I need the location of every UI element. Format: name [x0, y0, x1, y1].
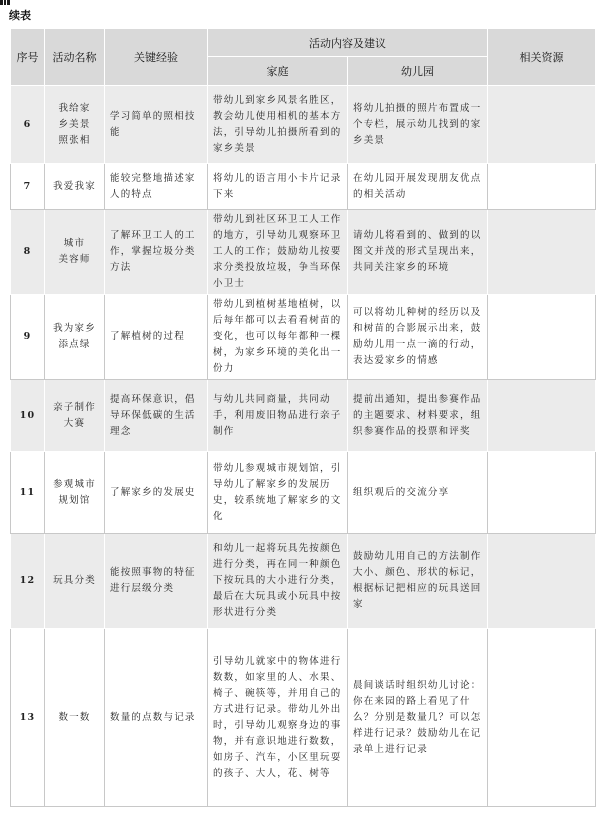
cell-num: 6 — [11, 86, 45, 164]
activity-name-line: 玩具分类 — [53, 575, 96, 586]
table-row — [11, 164, 596, 210]
cell-home: 将幼儿的语言用小卡片记录下来 — [208, 164, 348, 210]
cell-kindergarten: 晨间谈话时组织幼儿讨论：你在来园的路上看见了什么？分别是数量几？可以怎样进行记录？鼓励幼儿在记录单上进行记录 — [348, 629, 488, 807]
header-kinder: 幼儿园 — [348, 57, 488, 86]
cell-home: 和幼儿一起将玩具先按颜色进行分类，再在同一种颜色下按玩具的大小进行分类，最后在大玩具或小玩具中按形状进行分类 — [208, 534, 348, 629]
cell-kindergarten: 请幼儿将看到的、做到的以图文并茂的形式呈现出来，共同关注家乡的环境 — [348, 210, 488, 295]
cell-num: 12 — [11, 534, 45, 629]
cell-key-experience: 能按照事物的特征进行层级分类 — [105, 534, 208, 629]
header-num: 序号 — [11, 29, 45, 86]
header-content: 活动内容及建议 — [208, 29, 488, 57]
cell-home: 带幼儿参观城市规划馆，引导幼儿了解家乡的发展历史，较系统地了解家乡的文化 — [208, 452, 348, 534]
activity-name-line: 添点绿 — [58, 339, 91, 350]
header-key: 关键经验 — [105, 29, 208, 86]
cell-home: 带幼儿到社区环卫工人工作的地方，引导幼儿观察环卫工人的工作；鼓励幼儿按要求分类投放垃圾，争当环保小卫士 — [208, 210, 348, 295]
cell-key-experience: 了解家乡的发展史 — [105, 452, 208, 534]
activity-name-line: 规划馆 — [58, 494, 91, 506]
header-name: 活动名称 — [45, 29, 105, 86]
cell-activity-name — [45, 380, 105, 452]
cell-key-experience: 了解环卫工人的工作，掌握垃圾分类方法 — [105, 210, 208, 295]
page-corner-mark — [0, 0, 10, 6]
cell-kindergarten: 鼓励幼儿用自己的方法制作大小、颜色、形状的标记，根据标记把相应的玩具送回家 — [348, 534, 488, 629]
activity-name-line: 数一数 — [58, 711, 91, 723]
activity-name-line: 亲子制作 — [53, 401, 96, 413]
activity-name-line: 我为家乡 — [53, 323, 96, 334]
activity-name-line: 城市 — [63, 238, 86, 249]
activity-name-line: 参观城市 — [53, 478, 96, 490]
cell-num: 8 — [11, 210, 45, 295]
cell-activity-name — [45, 86, 105, 164]
cell-activity-name — [45, 534, 105, 629]
cell-num: 11 — [11, 452, 45, 534]
activity-name-line: 我爱我家 — [53, 180, 96, 192]
activity-name-line: 美容师 — [58, 254, 91, 265]
cell-kindergarten: 组织观后的交流分享 — [348, 452, 488, 534]
cell-resources — [488, 452, 596, 534]
cell-key-experience: 能较完整地描述家人的特点 — [105, 164, 208, 210]
cell-activity-name — [45, 295, 105, 380]
table-row — [11, 295, 596, 380]
cell-home: 带幼儿到家乡风景名胜区，教会幼儿使用相机的基本方法，引导幼儿拍摄所看到的家乡美景 — [208, 86, 348, 164]
table-row — [11, 86, 596, 164]
cell-num: 10 — [11, 380, 45, 452]
cell-kindergarten: 在幼儿园开展发现朋友优点的相关活动 — [348, 164, 488, 210]
cell-kindergarten: 可以将幼儿种树的经历以及和树苗的合影展示出来，鼓励幼儿用一点一滴的行动，表达爱家乡的情感 — [348, 295, 488, 380]
cell-activity-name — [45, 210, 105, 295]
cell-num: 13 — [11, 629, 45, 807]
activity-name-line: 大赛 — [63, 417, 86, 429]
activity-name-line: 乡美景 — [58, 118, 91, 130]
activity-name-line: 照张相 — [58, 134, 91, 146]
cell-key-experience: 数量的点数与记录 — [105, 629, 208, 807]
cell-key-experience: 了解植树的过程 — [105, 295, 208, 380]
cell-kindergarten: 将幼儿拍摄的照片布置成一个专栏，展示幼儿找到的家乡美景 — [348, 86, 488, 164]
cell-home: 与幼儿共同商量，共同动手，利用废旧物品进行亲子制作 — [208, 380, 348, 452]
cell-num: 9 — [11, 295, 45, 380]
cell-resources — [488, 380, 596, 452]
cell-key-experience: 学习简单的照相技能 — [105, 86, 208, 164]
cell-resources — [488, 534, 596, 629]
table-row — [11, 534, 596, 629]
header-resources: 相关资源 — [488, 29, 596, 86]
cell-resources — [488, 629, 596, 807]
cell-home: 引导幼儿就家中的物体进行数数，如家里的人、水果、椅子、碗筷等，并用自己的方式进行记录。带幼儿外出时，引导幼儿观察身边的事物，并有意识地进行数数，如房子、汽车，小区里玩耍的孩子、大人，花、树等 — [208, 629, 348, 807]
header-home: 家庭 — [208, 57, 348, 86]
table-row — [11, 452, 596, 534]
table-row — [11, 629, 596, 807]
cell-activity-name — [45, 164, 105, 210]
activity-table — [10, 28, 596, 807]
cell-num: 7 — [11, 164, 45, 210]
cell-activity-name — [45, 629, 105, 807]
cell-activity-name — [45, 452, 105, 534]
page-heading: 续表 — [9, 9, 31, 22]
cell-key-experience: 提高环保意识，倡导环保低碳的生活理念 — [105, 380, 208, 452]
cell-resources — [488, 295, 596, 380]
cell-home: 带幼儿到植树基地植树，以后每年都可以去看看树苗的变化，也可以每年都种一棵树，为家乡环境的美化出一份力 — [208, 295, 348, 380]
cell-resources — [488, 210, 596, 295]
table-row — [11, 380, 596, 452]
cell-resources — [488, 86, 596, 164]
cell-resources — [488, 164, 596, 210]
activity-name-line: 我给家 — [58, 102, 91, 114]
cell-kindergarten: 提前出通知，提出参赛作品的主题要求、材料要求，组织参赛作品的投票和评奖 — [348, 380, 488, 452]
table-row — [11, 210, 596, 295]
